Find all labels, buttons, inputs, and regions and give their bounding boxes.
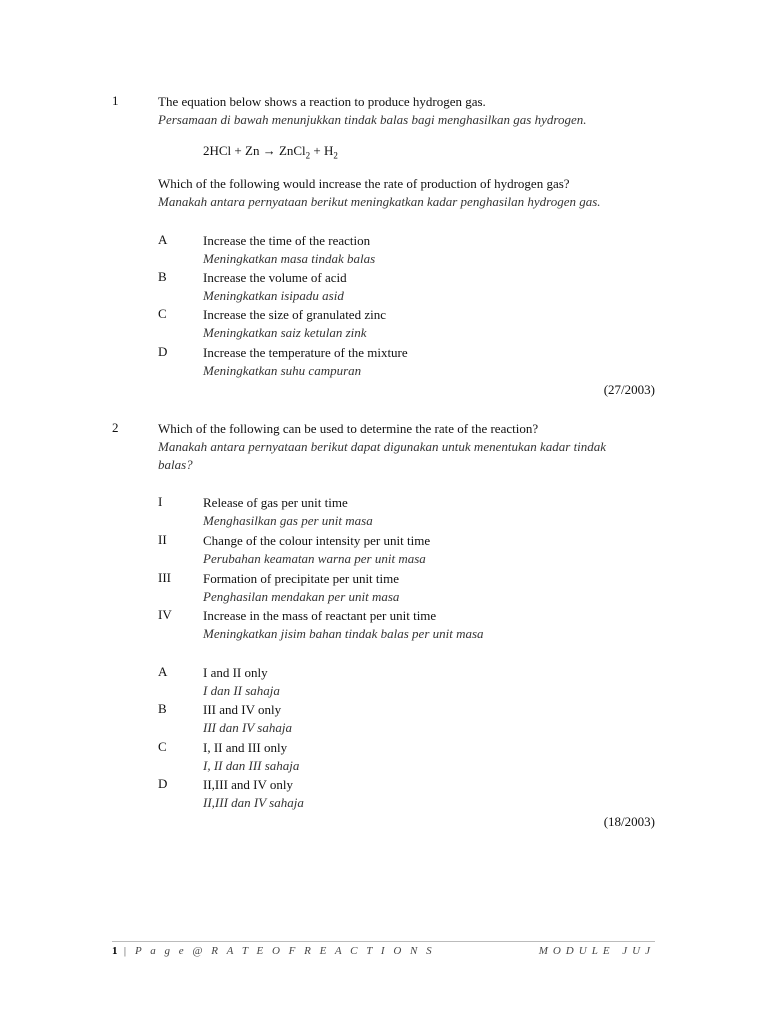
question-stem: [158, 93, 658, 129]
stem-malay: Persamaan di bawah menunjukkan tindak balas bagi menghasilkan gas hydrogen.: [158, 112, 587, 127]
option-letter: A: [158, 232, 168, 247]
footer-module: MODULE JUJ: [538, 945, 655, 957]
option-letter: D: [158, 344, 168, 359]
option-malay: Meningkatkan isipadu asid: [203, 288, 344, 303]
statement-english: Formation of precipitate per unit time: [203, 571, 400, 586]
equation-right: + H: [310, 143, 334, 158]
footer-left: [112, 945, 435, 957]
statement-english: Release of gas per unit time: [203, 495, 348, 510]
option-letter: D: [158, 776, 168, 791]
option-letter: B: [158, 701, 167, 716]
option-letter: B: [158, 269, 167, 284]
statement-malay: Penghasilan mendakan per unit masa: [203, 589, 400, 604]
question-reference: (27/2003): [603, 382, 655, 397]
option-english: I, II and III only: [203, 740, 288, 755]
statement-numeral: II: [158, 532, 167, 547]
option-malay: Meningkatkan masa tindak balas: [203, 251, 376, 266]
option-malay: I, II dan III sahaja: [203, 758, 300, 773]
option-malay: Meningkatkan suhu campuran: [203, 363, 362, 378]
question-stem: [158, 420, 658, 474]
chemical-equation: [203, 143, 338, 159]
equation-subscript: 2: [305, 150, 311, 161]
statement-english: Change of the colour intensity per unit time: [203, 533, 431, 548]
option-malay: Meningkatkan saiz ketulan zink: [203, 325, 367, 340]
question-prompt: [158, 175, 658, 211]
stem-english: The equation below shows a reaction to produce hydrogen gas.: [158, 94, 486, 109]
equation-subscript: 2: [333, 150, 338, 161]
question-number: 2: [112, 420, 119, 435]
option-english: Increase the temperature of the mixture: [203, 345, 408, 360]
option-english: Increase the time of the reaction: [203, 233, 371, 248]
option-letter: C: [158, 306, 167, 321]
option-english: II,III and IV only: [203, 777, 294, 792]
option-english: Increase the volume of acid: [203, 270, 347, 285]
page-footer: [112, 941, 655, 957]
statement-malay: Meningkatkan jisim bahan tindak balas per unit masa: [203, 626, 484, 641]
prompt-english: Which of the following would increase the rate of production of hydrogen gas?: [158, 176, 570, 191]
option-english: I and II only: [203, 665, 268, 680]
statement-malay: Perubahan keamatan warna per unit masa: [203, 551, 426, 566]
prompt-malay: Manakah antara pernyataan berikut meningkatkan kadar penghasilan hydrogen gas.: [158, 194, 601, 209]
option-english: Increase the size of granulated zinc: [203, 307, 386, 322]
option-malay: I dan II sahaja: [203, 683, 280, 698]
stem-malay: Manakah antara pernyataan berikut dapat digunakan untuk menentukan kadar tindak balas?: [158, 439, 607, 472]
statement-english: Increase in the mass of reactant per unit time: [203, 608, 437, 623]
option-malay: III dan IV sahaja: [203, 720, 292, 735]
option-letter: A: [158, 664, 168, 679]
statement-numeral: III: [158, 570, 171, 585]
statement-numeral: I: [158, 494, 163, 509]
page-number: 1: [112, 945, 118, 957]
option-letter: C: [158, 739, 167, 754]
equation-left: 2HCl + Zn → ZnCl: [203, 143, 306, 158]
statement-malay: Menghasilkan gas per unit masa: [203, 513, 373, 528]
question-number: 1: [112, 93, 119, 108]
question-reference: (18/2003): [603, 814, 655, 829]
option-malay: II,III dan IV sahaja: [203, 795, 304, 810]
footer-title: | P a g e @ R A T E O F R E A C T I O N S: [117, 945, 435, 957]
statement-numeral: IV: [158, 607, 172, 622]
option-english: III and IV only: [203, 702, 282, 717]
stem-english: Which of the following can be used to determine the rate of the reaction?: [158, 421, 539, 436]
